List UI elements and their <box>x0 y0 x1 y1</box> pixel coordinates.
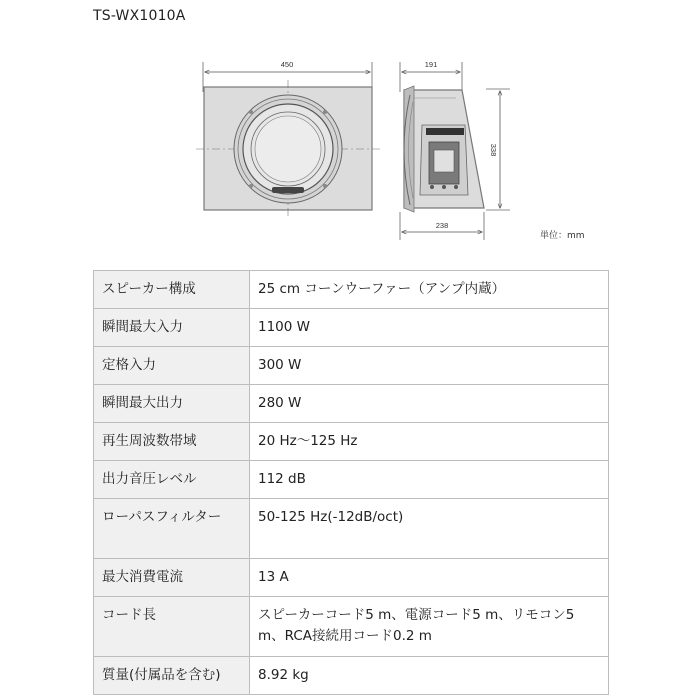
spec-value: 13 A <box>250 559 609 597</box>
table-row <box>94 559 609 597</box>
table-row <box>94 597 609 657</box>
spec-value: 300 W <box>250 347 609 385</box>
spec-label: 再生周波数帯域 <box>94 423 250 461</box>
table-row <box>94 385 609 423</box>
spec-label: 質量(付属品を含む) <box>94 657 250 695</box>
dimension-drawing <box>0 0 700 260</box>
spec-label: ローパスフィルター <box>94 499 250 559</box>
unit-label: 単位：mm <box>540 231 585 241</box>
table-row <box>94 657 609 695</box>
table-row <box>94 499 609 559</box>
spec-value: 112 dB <box>250 461 609 499</box>
spec-label: 瞬間最大入力 <box>94 309 250 347</box>
spec-value: スピーカーコード5 m、電源コード5 m、リモコン5 m、RCA接続用コード0.2 m <box>250 597 609 657</box>
dim-height-label: 338 <box>489 143 498 157</box>
spec-table <box>93 270 609 695</box>
table-row <box>94 423 609 461</box>
spec-value: 1100 W <box>250 309 609 347</box>
spec-label: 出力音圧レベル <box>94 461 250 499</box>
spec-value: 8.92 kg <box>250 657 609 695</box>
table-row <box>94 271 609 309</box>
dim-width-label: 450 <box>280 60 294 69</box>
table-row <box>94 347 609 385</box>
spec-value: 280 W <box>250 385 609 423</box>
spec-label: 定格入力 <box>94 347 250 385</box>
side-view-enclosure-drawing <box>400 60 510 240</box>
table-row <box>94 461 609 499</box>
dim-depth-bottom-label: 238 <box>435 221 449 230</box>
spec-label: 最大消費電流 <box>94 559 250 597</box>
dim-depth-top-label: 191 <box>424 60 438 69</box>
table-row <box>94 309 609 347</box>
spec-label: スピーカー構成 <box>94 271 250 309</box>
spec-value: 25 cm コーンウーファー（アンプ内蔵） <box>250 271 609 309</box>
spec-value: 20 Hz〜125 Hz <box>250 423 609 461</box>
product-title: TS-WX1010A <box>93 8 186 24</box>
spec-label: コード長 <box>94 597 250 657</box>
spec-label: 瞬間最大出力 <box>94 385 250 423</box>
spec-value: 50-125 Hz(-12dB/oct) <box>250 499 609 559</box>
front-view-subwoofer-drawing <box>196 60 380 216</box>
